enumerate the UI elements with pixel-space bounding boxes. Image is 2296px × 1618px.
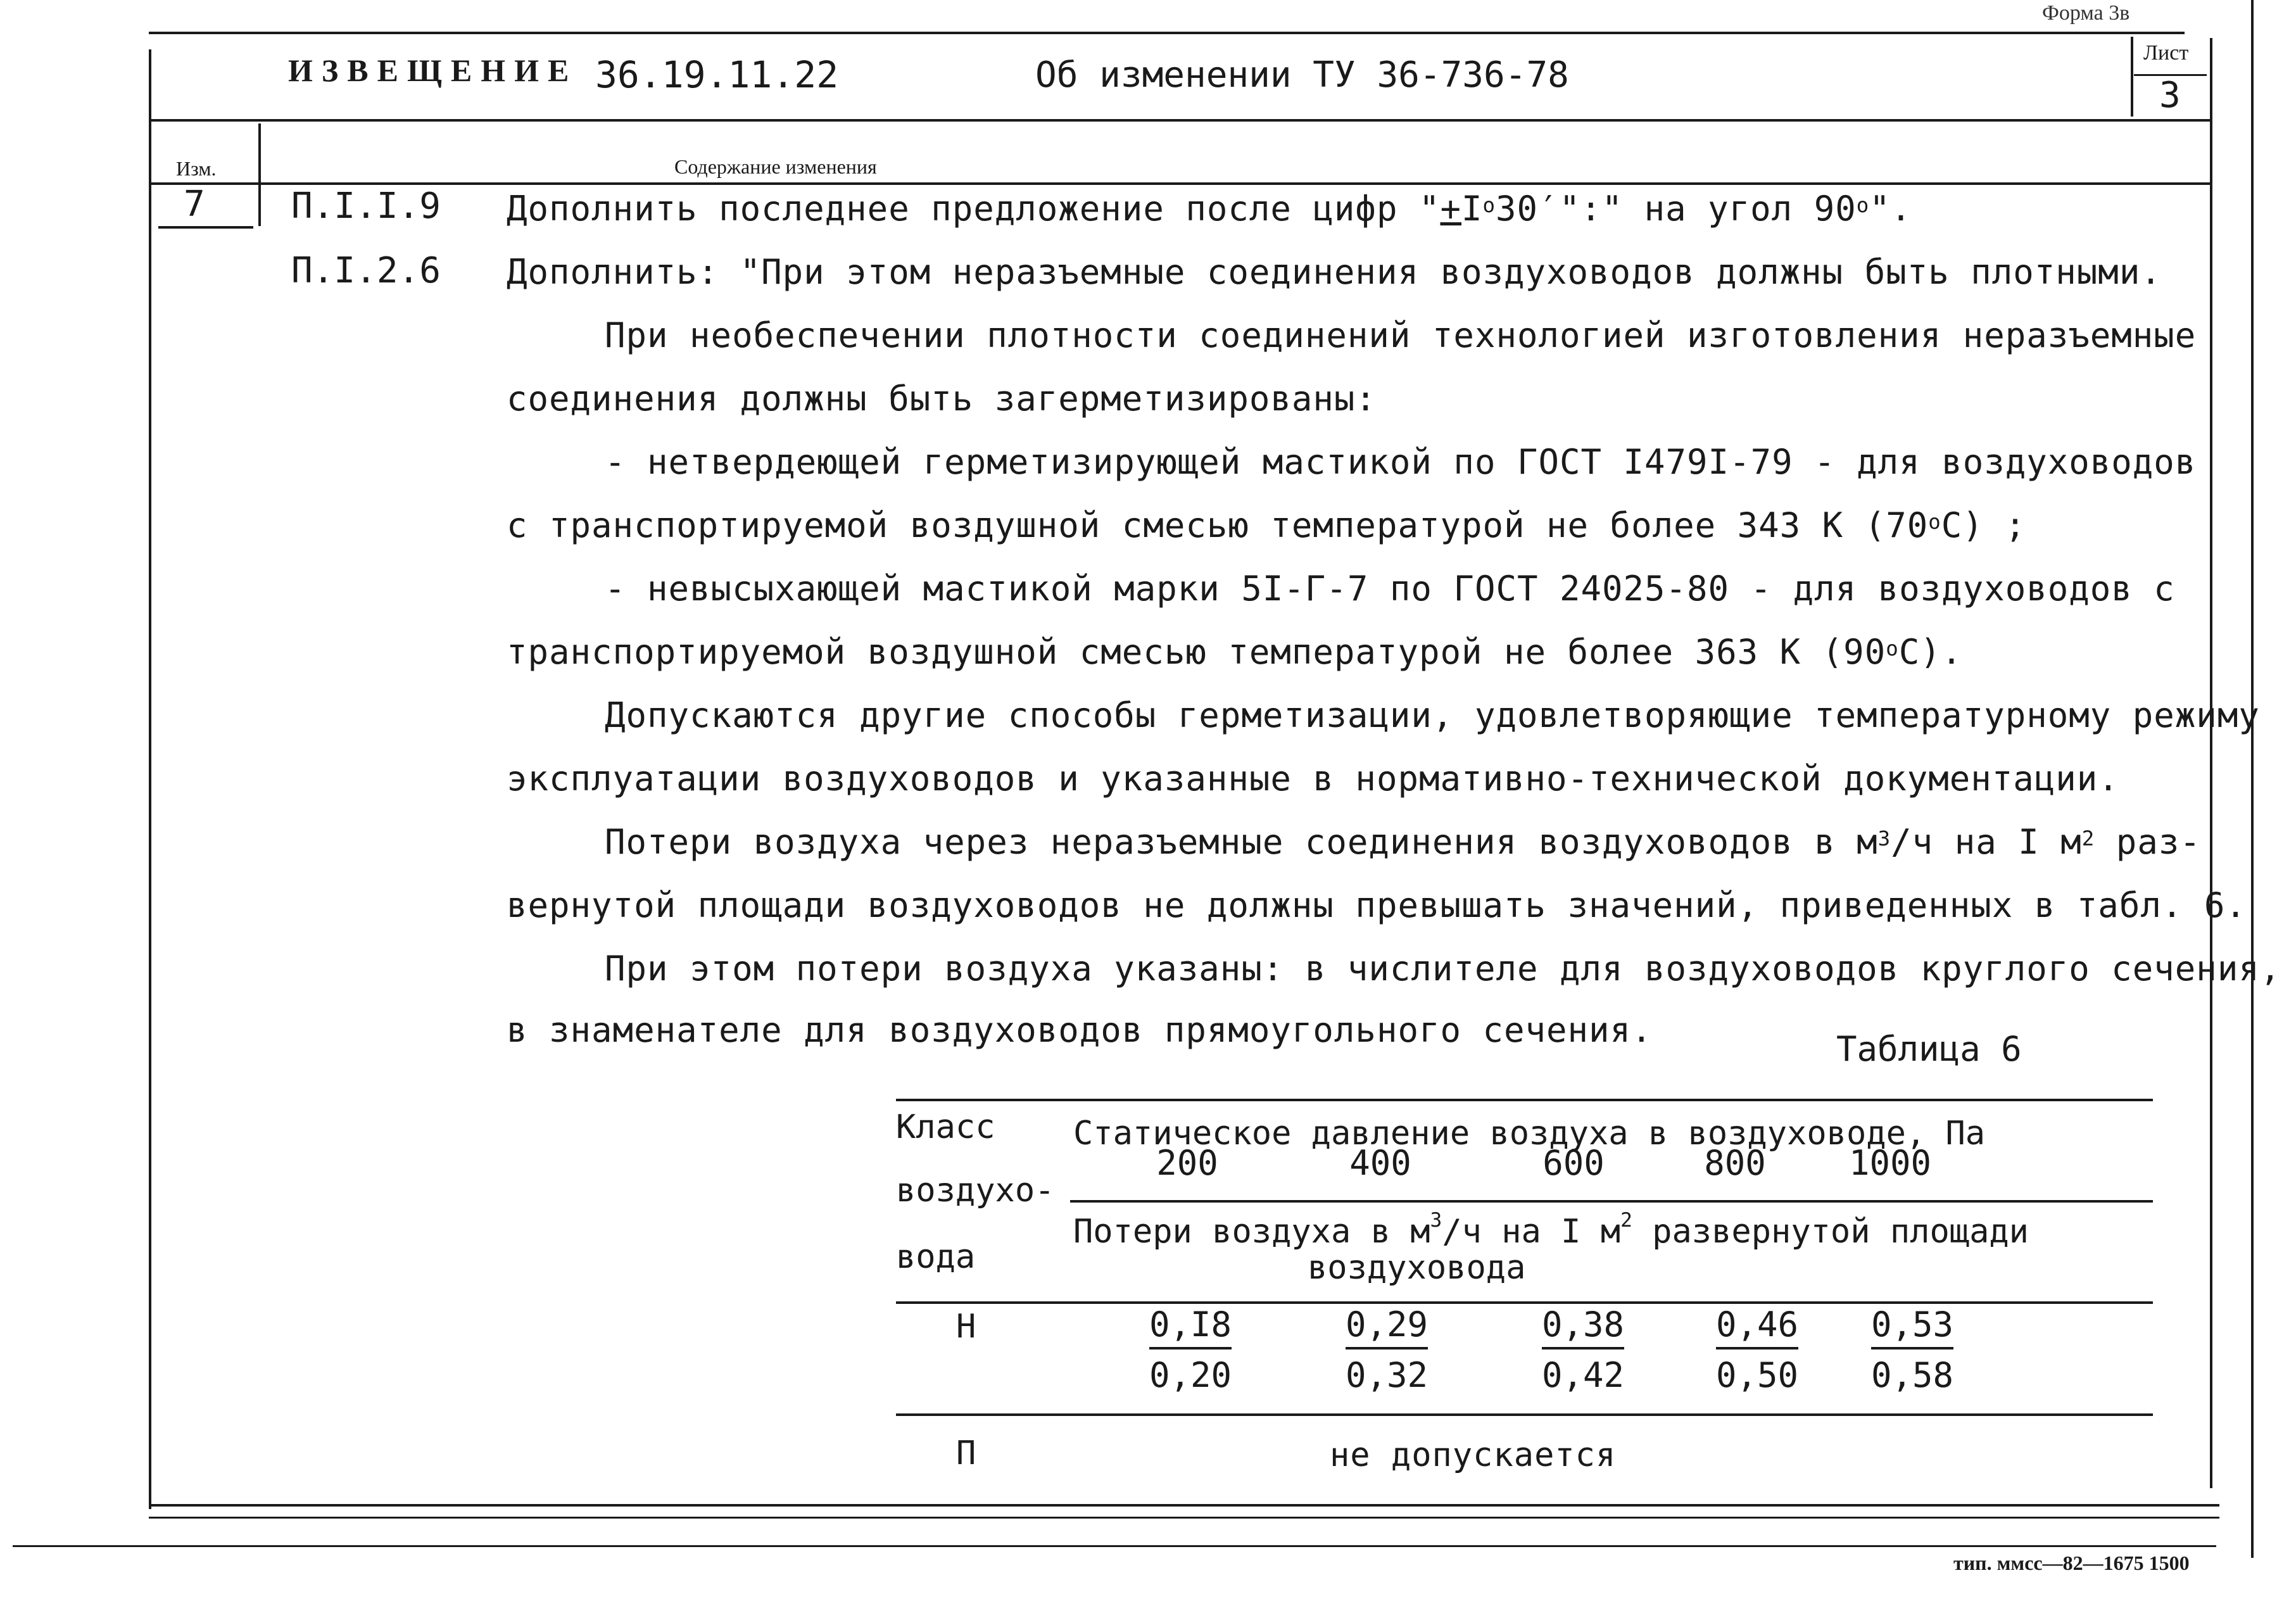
notice-label: ИЗВЕЩЕНИЕ [288, 53, 578, 88]
column-header-rule [149, 182, 2212, 185]
notice-number: 36.19.11.22 [595, 53, 839, 96]
table-top-rule [896, 1099, 2153, 1101]
row-note: не допускается [1330, 1436, 1617, 1474]
clause-number: П.I.I.9 [291, 186, 441, 227]
change-number-underline [158, 226, 253, 229]
frame-bottom-2 [149, 1517, 2219, 1519]
bottom-cut-line [13, 1545, 2216, 1547]
table-cell: 0,20 [1149, 1355, 1232, 1395]
table-cell: 0,32 [1345, 1355, 1429, 1395]
class-header-line: вода [896, 1238, 976, 1276]
text-line: Дополнить: "При этом неразъемные соединения воздуховодов должны быть плотными. [507, 252, 2162, 292]
pressure-value: 200 [1156, 1143, 1218, 1183]
table-cell: 0,46 [1713, 1305, 1801, 1344]
text-line: - нетвердеющей герметизирующей мастикой по ГОСТ I479I-79 - для воздуховодов [605, 442, 2197, 482]
text-line: Допускаются другие способы герметизации, удовлетворяющие температурному режиму [605, 695, 2260, 735]
pressure-value: 800 [1704, 1143, 1766, 1183]
class-header-line: воздухо- [896, 1172, 1055, 1210]
table-cell: 0,38 [1539, 1305, 1627, 1344]
sheet-label: Лист [2143, 41, 2189, 65]
sheet-box-left [2131, 37, 2133, 117]
frame-bottom [149, 1504, 2219, 1507]
text-line: соединения должны быть загерметизированы: [507, 379, 1377, 419]
header-rule [149, 119, 2212, 122]
table-row-rule [896, 1413, 2153, 1416]
table-inner-rule [1070, 1200, 2153, 1203]
print-mark: тип. ммсс—82—1675 1500 [1953, 1552, 2190, 1574]
pressure-header: Статическое давление воздуха в воздуховоде, Па [1073, 1115, 1986, 1153]
content-column-header: Содержание изменения [674, 155, 877, 178]
izm-column-divider [258, 123, 261, 226]
table-cell: 0,58 [1870, 1355, 1954, 1395]
table-header-rule [896, 1301, 2153, 1304]
table-cell: 0,29 [1342, 1305, 1431, 1344]
pressure-value: 400 [1349, 1143, 1411, 1183]
text-line: Дополнить последнее предложение после цифр "$+I^о30'$":" на угол $90^о$". [507, 189, 1912, 229]
text-line: эксплуатации воздуховодов и указанные в нормативно-технической документации. [507, 759, 2119, 799]
table-caption: Таблица 6 [1836, 1029, 2022, 1069]
sheet-number: 3 [2159, 75, 2181, 116]
pressure-value: 1000 [1848, 1143, 1932, 1183]
row-class: Н [956, 1308, 976, 1346]
loss-header: Потери воздуха в $м^3/ч$ на I $м^2$ развернутой площади [1073, 1209, 2029, 1251]
class-header-line: Класс [896, 1108, 995, 1146]
pressure-value: 600 [1542, 1143, 1605, 1183]
table-cell: 0,53 [1868, 1305, 1957, 1344]
frame-top [149, 32, 2185, 34]
text-line: вернутой площади воздуховодов не должны превышать значений, приведенных в табл. 6. [507, 885, 2247, 925]
table-cell: 0,42 [1541, 1355, 1625, 1395]
row-class: П [956, 1434, 976, 1472]
text-line: Потери воздуха через неразъемные соединения воздуховодов в $м^3/ч$ на I $м^2$ раз- [605, 822, 2201, 862]
form-label: Форма 3в [2042, 1, 2130, 25]
frame-right [2210, 38, 2212, 1488]
text-line: При этом потери воздуха указаны: в числителе для воздуховодов круглого сечения, [605, 949, 2281, 989]
izm-column-header: Изм. [176, 157, 217, 180]
change-number: 7 [184, 184, 205, 225]
frame-left [149, 49, 151, 1509]
text-line: с транспортируемой воздушной смесью температурой не более 343 К $(70^оС)$ ; [507, 505, 2026, 545]
text-line: транспортируемой воздушной смесью температурой не более 363 К $(90^оС)$. [507, 632, 1963, 672]
text-line: При необеспечении плотности соединений технологией изготовления неразъемные [605, 315, 2197, 355]
frame-right-outer [2251, 0, 2254, 1558]
notice-subject: Об изменении ТУ 36-736-78 [1035, 54, 1569, 96]
text-line: - невысыхающей мастикой марки 5I-Г-7 по ГОСТ 24025-80 - для воздуховодов с [605, 569, 2175, 609]
text-line: в знаменателе для воздуховодов прямоугольного сечения. [507, 1010, 1653, 1050]
table-cell: 0,50 [1715, 1355, 1799, 1395]
table-cell: 0,I8 [1146, 1305, 1235, 1344]
loss-header-line-2: воздуховода [1308, 1249, 1526, 1287]
clause-number: П.I.2.6 [291, 250, 441, 291]
